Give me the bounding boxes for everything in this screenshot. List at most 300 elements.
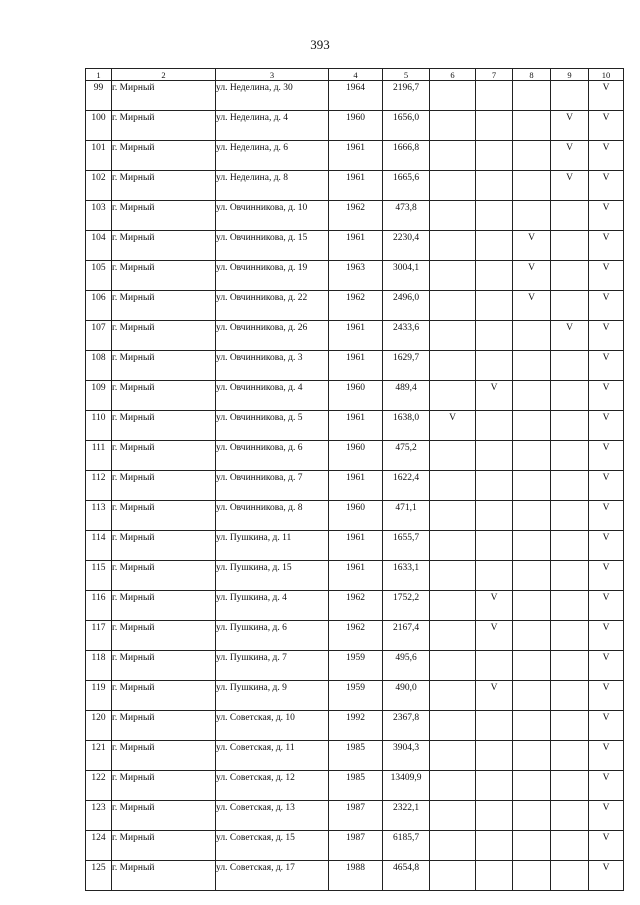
city-cell: г. Мирный (112, 81, 216, 111)
area-cell: 1665,6 (383, 171, 430, 201)
table-row (86, 231, 624, 261)
city-cell: г. Мирный (112, 141, 216, 171)
row-number: 113 (86, 501, 112, 531)
year-cell: 1985 (329, 771, 383, 801)
table-row (86, 381, 624, 411)
column-header: 3 (216, 69, 329, 81)
mark-cell-col6 (430, 81, 476, 111)
table-body (86, 81, 624, 891)
area-cell: 2167,4 (383, 621, 430, 651)
mark-cell-col7 (476, 321, 513, 351)
area-cell: 1655,7 (383, 531, 430, 561)
table-row (86, 291, 624, 321)
mark-cell-col6 (430, 801, 476, 831)
mark-cell-col6 (430, 351, 476, 381)
mark-cell-col7 (476, 561, 513, 591)
area-cell: 2230,4 (383, 231, 430, 261)
mark-cell-col7: V (476, 591, 513, 621)
mark-cell-col10: V (589, 141, 624, 171)
row-number: 117 (86, 621, 112, 651)
address-cell: ул. Советская, д. 12 (216, 771, 329, 801)
city-cell: г. Мирный (112, 291, 216, 321)
mark-cell-col8 (513, 381, 551, 411)
mark-cell-col10: V (589, 261, 624, 291)
mark-cell-col10: V (589, 861, 624, 891)
city-cell: г. Мирный (112, 351, 216, 381)
address-cell: ул. Пушкина, д. 6 (216, 621, 329, 651)
mark-cell-col6 (430, 711, 476, 741)
address-cell: ул. Пушкина, д. 15 (216, 561, 329, 591)
table-row (86, 861, 624, 891)
mark-cell-col6 (430, 231, 476, 261)
city-cell: г. Мирный (112, 651, 216, 681)
area-cell: 2496,0 (383, 291, 430, 321)
mark-cell-col9: V (551, 141, 589, 171)
registry-table (85, 68, 624, 891)
city-cell: г. Мирный (112, 831, 216, 861)
table-row (86, 501, 624, 531)
mark-cell-col7 (476, 351, 513, 381)
mark-cell-col8 (513, 411, 551, 441)
mark-cell-col6 (430, 771, 476, 801)
mark-cell-col8 (513, 711, 551, 741)
address-cell: ул. Пушкина, д. 7 (216, 651, 329, 681)
mark-cell-col6 (430, 291, 476, 321)
mark-cell-col9 (551, 681, 589, 711)
column-header: 2 (112, 69, 216, 81)
mark-cell-col6 (430, 591, 476, 621)
mark-cell-col9 (551, 81, 589, 111)
area-cell: 1752,2 (383, 591, 430, 621)
year-cell: 1962 (329, 591, 383, 621)
table-row (86, 441, 624, 471)
year-cell: 1962 (329, 201, 383, 231)
row-number: 105 (86, 261, 112, 291)
address-cell: ул. Овчинникова, д. 15 (216, 231, 329, 261)
mark-cell-col8 (513, 441, 551, 471)
mark-cell-col6 (430, 741, 476, 771)
mark-cell-col7 (476, 231, 513, 261)
mark-cell-col7 (476, 81, 513, 111)
mark-cell-col6 (430, 471, 476, 501)
mark-cell-col7 (476, 411, 513, 441)
area-cell: 1622,4 (383, 471, 430, 501)
mark-cell-col8 (513, 171, 551, 201)
mark-cell-col8 (513, 111, 551, 141)
mark-cell-col7 (476, 801, 513, 831)
mark-cell-col7 (476, 291, 513, 321)
mark-cell-col8 (513, 771, 551, 801)
mark-cell-col10: V (589, 531, 624, 561)
mark-cell-col9 (551, 801, 589, 831)
mark-cell-col7 (476, 201, 513, 231)
city-cell: г. Мирный (112, 801, 216, 831)
mark-cell-col7 (476, 531, 513, 561)
mark-cell-col6 (430, 831, 476, 861)
city-cell: г. Мирный (112, 771, 216, 801)
address-cell: ул. Овчинникова, д. 4 (216, 381, 329, 411)
table-row (86, 471, 624, 501)
year-cell: 1961 (329, 471, 383, 501)
year-cell: 1961 (329, 411, 383, 441)
city-cell: г. Мирный (112, 201, 216, 231)
table-row (86, 801, 624, 831)
mark-cell-col9 (551, 711, 589, 741)
row-number: 118 (86, 651, 112, 681)
city-cell: г. Мирный (112, 261, 216, 291)
mark-cell-col6 (430, 861, 476, 891)
table-row (86, 711, 624, 741)
row-number: 123 (86, 801, 112, 831)
area-cell: 1638,0 (383, 411, 430, 441)
row-number: 100 (86, 111, 112, 141)
mark-cell-col9 (551, 411, 589, 441)
mark-cell-col8 (513, 801, 551, 831)
row-number: 115 (86, 561, 112, 591)
mark-cell-col6: V (430, 411, 476, 441)
mark-cell-col8 (513, 321, 551, 351)
row-number: 110 (86, 411, 112, 441)
mark-cell-col8 (513, 651, 551, 681)
city-cell: г. Мирный (112, 381, 216, 411)
city-cell: г. Мирный (112, 861, 216, 891)
mark-cell-col10: V (589, 111, 624, 141)
address-cell: ул. Неделина, д. 6 (216, 141, 329, 171)
mark-cell-col8 (513, 591, 551, 621)
table-row (86, 741, 624, 771)
year-cell: 1963 (329, 261, 383, 291)
mark-cell-col10: V (589, 411, 624, 441)
city-cell: г. Мирный (112, 711, 216, 741)
mark-cell-col9 (551, 291, 589, 321)
column-header: 4 (329, 69, 383, 81)
table-row (86, 321, 624, 351)
area-cell: 6185,7 (383, 831, 430, 861)
area-cell: 2196,7 (383, 81, 430, 111)
year-cell: 1961 (329, 321, 383, 351)
mark-cell-col10: V (589, 681, 624, 711)
city-cell: г. Мирный (112, 471, 216, 501)
address-cell: ул. Советская, д. 17 (216, 861, 329, 891)
mark-cell-col10: V (589, 831, 624, 861)
mark-cell-col10: V (589, 231, 624, 261)
mark-cell-col9 (551, 471, 589, 501)
area-cell: 471,1 (383, 501, 430, 531)
year-cell: 1960 (329, 381, 383, 411)
mark-cell-col6 (430, 561, 476, 591)
year-cell: 1964 (329, 81, 383, 111)
header-row (86, 69, 624, 81)
address-cell: ул. Овчинникова, д. 26 (216, 321, 329, 351)
mark-cell-col6 (430, 621, 476, 651)
mark-cell-col10: V (589, 381, 624, 411)
year-cell: 1992 (329, 711, 383, 741)
area-cell: 495,6 (383, 651, 430, 681)
mark-cell-col8 (513, 141, 551, 171)
area-cell: 2367,8 (383, 711, 430, 741)
mark-cell-col7 (476, 141, 513, 171)
year-cell: 1961 (329, 531, 383, 561)
mark-cell-col10: V (589, 351, 624, 381)
mark-cell-col8: V (513, 291, 551, 321)
mark-cell-col6 (430, 201, 476, 231)
city-cell: г. Мирный (112, 741, 216, 771)
column-header: 1 (86, 69, 112, 81)
area-cell: 4654,8 (383, 861, 430, 891)
address-cell: ул. Овчинникова, д. 7 (216, 471, 329, 501)
city-cell: г. Мирный (112, 531, 216, 561)
mark-cell-col10: V (589, 741, 624, 771)
column-header: 9 (551, 69, 589, 81)
mark-cell-col7: V (476, 621, 513, 651)
mark-cell-col9 (551, 561, 589, 591)
table-row (86, 561, 624, 591)
table-row (86, 651, 624, 681)
mark-cell-col10: V (589, 81, 624, 111)
mark-cell-col10: V (589, 291, 624, 321)
city-cell: г. Мирный (112, 171, 216, 201)
mark-cell-col6 (430, 171, 476, 201)
city-cell: г. Мирный (112, 111, 216, 141)
table-row (86, 81, 624, 111)
mark-cell-col6 (430, 651, 476, 681)
mark-cell-col9: V (551, 111, 589, 141)
mark-cell-col10: V (589, 801, 624, 831)
year-cell: 1961 (329, 231, 383, 261)
mark-cell-col6 (430, 681, 476, 711)
address-cell: ул. Советская, д. 11 (216, 741, 329, 771)
mark-cell-col7 (476, 471, 513, 501)
area-cell: 13409,9 (383, 771, 430, 801)
mark-cell-col9 (551, 651, 589, 681)
row-number: 119 (86, 681, 112, 711)
address-cell: ул. Советская, д. 15 (216, 831, 329, 861)
year-cell: 1960 (329, 111, 383, 141)
row-number: 116 (86, 591, 112, 621)
mark-cell-col8: V (513, 231, 551, 261)
area-cell: 3904,3 (383, 741, 430, 771)
mark-cell-col10: V (589, 471, 624, 501)
mark-cell-col9 (551, 741, 589, 771)
row-number: 99 (86, 81, 112, 111)
mark-cell-col8 (513, 681, 551, 711)
row-number: 107 (86, 321, 112, 351)
table-row (86, 831, 624, 861)
mark-cell-col8 (513, 471, 551, 501)
mark-cell-col7 (476, 771, 513, 801)
mark-cell-col9 (551, 351, 589, 381)
mark-cell-col7 (476, 261, 513, 291)
year-cell: 1961 (329, 171, 383, 201)
area-cell: 2433,6 (383, 321, 430, 351)
mark-cell-col10: V (589, 711, 624, 741)
address-cell: ул. Овчинникова, д. 10 (216, 201, 329, 231)
mark-cell-col7 (476, 831, 513, 861)
row-number: 109 (86, 381, 112, 411)
mark-cell-col8 (513, 351, 551, 381)
year-cell: 1985 (329, 741, 383, 771)
mark-cell-col8: V (513, 261, 551, 291)
column-header: 6 (430, 69, 476, 81)
mark-cell-col10: V (589, 771, 624, 801)
mark-cell-col8 (513, 621, 551, 651)
mark-cell-col8 (513, 201, 551, 231)
row-number: 121 (86, 741, 112, 771)
mark-cell-col10: V (589, 321, 624, 351)
year-cell: 1962 (329, 291, 383, 321)
mark-cell-col6 (430, 501, 476, 531)
mark-cell-col9 (551, 591, 589, 621)
address-cell: ул. Советская, д. 13 (216, 801, 329, 831)
mark-cell-col10: V (589, 621, 624, 651)
table-row (86, 591, 624, 621)
mark-cell-col6 (430, 441, 476, 471)
column-header: 10 (589, 69, 624, 81)
mark-cell-col9 (551, 861, 589, 891)
mark-cell-col9 (551, 531, 589, 561)
mark-cell-col6 (430, 261, 476, 291)
year-cell: 1961 (329, 141, 383, 171)
table-row (86, 351, 624, 381)
area-cell: 1629,7 (383, 351, 430, 381)
mark-cell-col10: V (589, 651, 624, 681)
mark-cell-col7 (476, 651, 513, 681)
row-number: 102 (86, 171, 112, 201)
table-row (86, 111, 624, 141)
mark-cell-col9: V (551, 321, 589, 351)
row-number: 124 (86, 831, 112, 861)
mark-cell-col7 (476, 501, 513, 531)
mark-cell-col9 (551, 231, 589, 261)
row-number: 125 (86, 861, 112, 891)
mark-cell-col9 (551, 381, 589, 411)
area-cell: 1633,1 (383, 561, 430, 591)
mark-cell-col6 (430, 531, 476, 561)
mark-cell-col8 (513, 561, 551, 591)
year-cell: 1959 (329, 681, 383, 711)
table-row (86, 531, 624, 561)
table-row (86, 681, 624, 711)
year-cell: 1962 (329, 621, 383, 651)
address-cell: ул. Овчинникова, д. 22 (216, 291, 329, 321)
mark-cell-col7 (476, 441, 513, 471)
area-cell: 3004,1 (383, 261, 430, 291)
address-cell: ул. Пушкина, д. 11 (216, 531, 329, 561)
row-number: 120 (86, 711, 112, 741)
mark-cell-col7 (476, 111, 513, 141)
area-cell: 2322,1 (383, 801, 430, 831)
city-cell: г. Мирный (112, 441, 216, 471)
table-row (86, 141, 624, 171)
city-cell: г. Мирный (112, 621, 216, 651)
mark-cell-col8 (513, 531, 551, 561)
city-cell: г. Мирный (112, 591, 216, 621)
row-number: 111 (86, 441, 112, 471)
year-cell: 1961 (329, 351, 383, 381)
mark-cell-col8 (513, 81, 551, 111)
address-cell: ул. Овчинникова, д. 3 (216, 351, 329, 381)
address-cell: ул. Пушкина, д. 9 (216, 681, 329, 711)
address-cell: ул. Советская, д. 10 (216, 711, 329, 741)
table-row (86, 621, 624, 651)
mark-cell-col7 (476, 711, 513, 741)
column-header: 5 (383, 69, 430, 81)
address-cell: ул. Овчинникова, д. 5 (216, 411, 329, 441)
row-number: 122 (86, 771, 112, 801)
mark-cell-col8 (513, 831, 551, 861)
year-cell: 1959 (329, 651, 383, 681)
mark-cell-col9: V (551, 171, 589, 201)
city-cell: г. Мирный (112, 501, 216, 531)
mark-cell-col7 (476, 741, 513, 771)
mark-cell-col7 (476, 171, 513, 201)
column-header: 8 (513, 69, 551, 81)
row-number: 101 (86, 141, 112, 171)
mark-cell-col6 (430, 321, 476, 351)
table-row (86, 771, 624, 801)
mark-cell-col9 (551, 621, 589, 651)
year-cell: 1987 (329, 831, 383, 861)
mark-cell-col10: V (589, 501, 624, 531)
mark-cell-col9 (551, 771, 589, 801)
address-cell: ул. Неделина, д. 4 (216, 111, 329, 141)
mark-cell-col8 (513, 501, 551, 531)
mark-cell-col9 (551, 261, 589, 291)
mark-cell-col9 (551, 201, 589, 231)
year-cell: 1988 (329, 861, 383, 891)
year-cell: 1987 (329, 801, 383, 831)
address-cell: ул. Овчинникова, д. 19 (216, 261, 329, 291)
city-cell: г. Мирный (112, 681, 216, 711)
mark-cell-col10: V (589, 561, 624, 591)
area-cell: 490,0 (383, 681, 430, 711)
mark-cell-col10: V (589, 201, 624, 231)
mark-cell-col9 (551, 831, 589, 861)
address-cell: ул. Пушкина, д. 4 (216, 591, 329, 621)
city-cell: г. Мирный (112, 411, 216, 441)
mark-cell-col7: V (476, 681, 513, 711)
area-cell: 475,2 (383, 441, 430, 471)
mark-cell-col8 (513, 741, 551, 771)
address-cell: ул. Овчинникова, д. 6 (216, 441, 329, 471)
city-cell: г. Мирный (112, 231, 216, 261)
year-cell: 1961 (329, 561, 383, 591)
row-number: 108 (86, 351, 112, 381)
row-number: 114 (86, 531, 112, 561)
area-cell: 473,8 (383, 201, 430, 231)
table-row (86, 171, 624, 201)
address-cell: ул. Неделина, д. 30 (216, 81, 329, 111)
year-cell: 1960 (329, 441, 383, 471)
mark-cell-col10: V (589, 591, 624, 621)
row-number: 112 (86, 471, 112, 501)
mark-cell-col9 (551, 501, 589, 531)
page-number: 393 (310, 37, 330, 52)
mark-cell-col6 (430, 141, 476, 171)
row-number: 104 (86, 231, 112, 261)
city-cell: г. Мирный (112, 321, 216, 351)
mark-cell-col7: V (476, 381, 513, 411)
mark-cell-col10: V (589, 441, 624, 471)
row-number: 103 (86, 201, 112, 231)
year-cell: 1960 (329, 501, 383, 531)
mark-cell-col9 (551, 441, 589, 471)
table-row (86, 261, 624, 291)
area-cell: 489,4 (383, 381, 430, 411)
mark-cell-col8 (513, 861, 551, 891)
area-cell: 1666,8 (383, 141, 430, 171)
column-header: 7 (476, 69, 513, 81)
